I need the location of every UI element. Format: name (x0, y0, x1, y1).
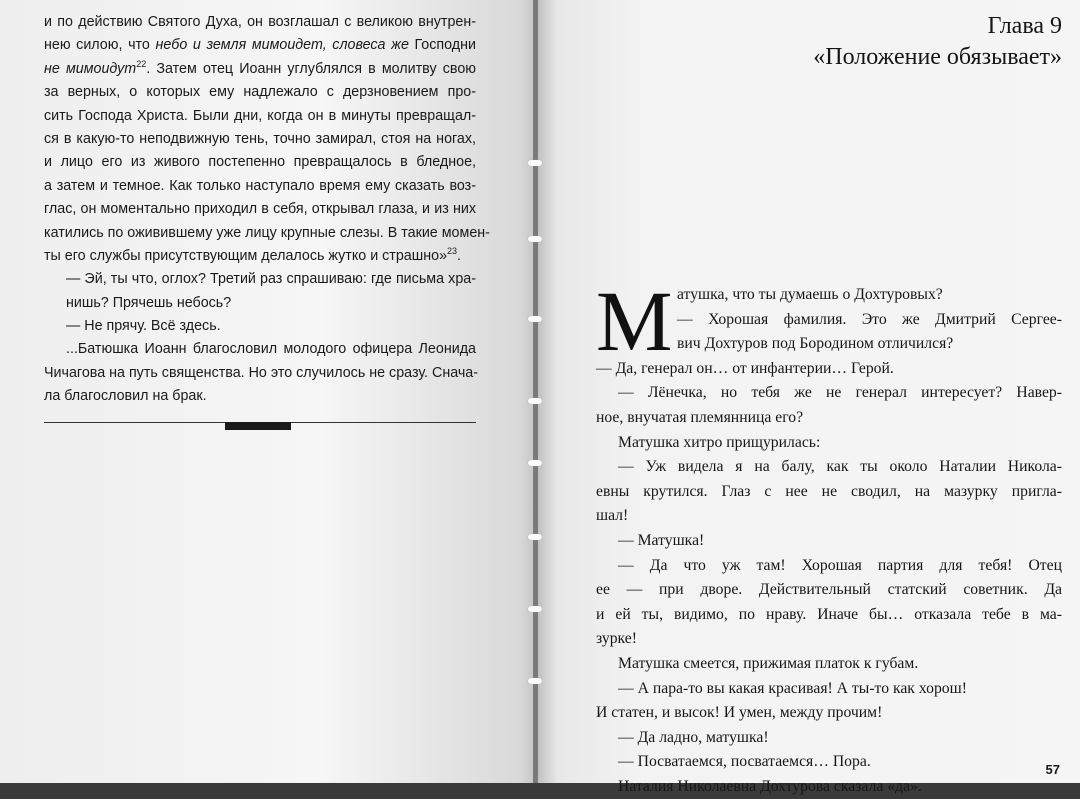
binding-hole (528, 160, 542, 166)
text-line: атушка, что ты думаешь о Дохтуровых? (677, 286, 943, 303)
text-run: сить Господа Христа. Были дни, когда он в минуты превращал- (44, 107, 476, 124)
left-page-text (44, 11, 490, 409)
text-line (44, 245, 476, 268)
text-line (44, 385, 476, 408)
text-line: — Да ладно, матушка! (618, 728, 769, 746)
text-run: за верных, о которых ему надлежало с дерзновением про- (44, 84, 476, 101)
text-run: небо и земля мимоидет, словеса же (155, 37, 409, 54)
text-line: — А пара-то вы какая красивая! А ты-то как хорош! (618, 679, 967, 697)
text-line: и ей ты, видимо, по нраву. Иначе бы… отказала тебе в ма- (596, 605, 1062, 623)
footnote-ref: 22 (136, 59, 147, 70)
text-line: И статен, и высок! И умен, между прочим! (596, 704, 883, 722)
text-line (44, 198, 476, 221)
book-gutter (533, 0, 538, 783)
binding-hole (528, 316, 542, 322)
text-line: — Уж видела я на балу, как ты около Наталии Николa- (618, 458, 1062, 476)
text-line (44, 151, 476, 174)
text-line (44, 315, 476, 338)
text-run: ся в какую-то неподвижную тень, точно замирал, стоя на ногах, (44, 130, 476, 147)
text-line (44, 11, 476, 34)
text-line: Матушка смеется, прижимая платок к губам. (618, 654, 919, 672)
chapter-title: «Положение обязывает» (813, 44, 1062, 70)
chapter-number: Глава 9 (987, 13, 1062, 39)
page-number: 57 (1045, 762, 1060, 777)
text-line (44, 338, 476, 361)
text-run: глас, он моментально приходил в себя, открывал глаза, и из них (44, 201, 476, 218)
text-run: ты его службы присутствующим делалось жутко и страшно» (44, 247, 448, 264)
text-line (44, 362, 479, 385)
text-run: и по действию Святого Духа, он возглашал с великою внутрен- (44, 14, 476, 30)
text-run: и лицо его из живого постепенно превращалось в бледное, (44, 154, 476, 171)
binding-hole (528, 398, 542, 404)
text-run: ...Батюшка Иоанн благословил молодого офицера Леонида (66, 341, 476, 358)
binding-hole (528, 534, 542, 540)
text-line: вич Дохтуров под Бородином отличился? (677, 335, 954, 353)
drop-cap: М (596, 273, 673, 369)
text-line: — Лёнечка, но тебя же не генерал интересует? Навер- (618, 384, 1062, 402)
text-line (44, 81, 476, 104)
text-line: — Посватаемся, посватаемся… Пора. (618, 753, 871, 771)
text-run: . (457, 247, 462, 264)
text-run: ла благословил на брак. (44, 388, 207, 405)
text-line: ное, внучатая племянница его? (596, 408, 804, 426)
text-run: катились по оживившему уже лицу крупные слезы. В такие момен- (44, 224, 490, 241)
text-line (44, 34, 476, 57)
text-line (44, 105, 476, 128)
text-line (44, 292, 476, 315)
text-run: . Затем отец Иоанн углублялся в молитву свою (146, 60, 477, 77)
text-line: евны крутился. Глаз с нее не сводил, на мазурку пригла- (596, 482, 1062, 500)
right-page-text (596, 273, 1062, 799)
text-run: нею силою, что (44, 37, 156, 54)
text-line: Матушка хитро прищурилась: (618, 433, 821, 451)
text-line (44, 268, 476, 291)
text-line: шал! (596, 507, 629, 525)
text-run: а затем и темное. Как только наступало время ему сказать воз- (44, 177, 476, 194)
section-divider-ornament (225, 422, 291, 430)
text-run: Чичагова на путь священства. Но это случилось не сразу. Снача- (44, 364, 479, 381)
text-run: Господни (408, 37, 476, 54)
text-line (44, 128, 476, 151)
text-line (44, 175, 476, 198)
text-line: зурке! (596, 630, 637, 648)
text-run: нишь? Прячешь небось? (66, 294, 232, 311)
left-page (0, 0, 536, 783)
text-run: — Не прячу. Всё здесь. (66, 318, 221, 335)
text-line: ее — при дворе. Действительный статский советник. Да (596, 581, 1062, 599)
binding-hole (528, 460, 542, 466)
text-run: не мимоидут (44, 60, 137, 77)
right-page (536, 0, 1080, 795)
text-run: — Эй, ты что, оглох? Третий раз спрашиваю: где письма хра- (66, 271, 476, 288)
text-line: — Да что уж там! Хорошая партия для тебя! Отец (618, 556, 1062, 574)
binding-hole (528, 678, 542, 684)
binding-hole (528, 236, 542, 242)
text-line (44, 58, 476, 81)
text-line (44, 222, 490, 245)
text-line: Наталия Николаевна Дохтурова сказала «да». (618, 777, 922, 795)
text-line: — Хорошая фамилия. Это же Дмитрий Сергее- (677, 310, 1062, 328)
text-line: — Матушка! (618, 531, 705, 549)
text-line: — Да, генерал он… от инфантерии… Герой. (596, 359, 894, 377)
footnote-ref: 23 (447, 246, 458, 257)
binding-hole (528, 606, 542, 612)
